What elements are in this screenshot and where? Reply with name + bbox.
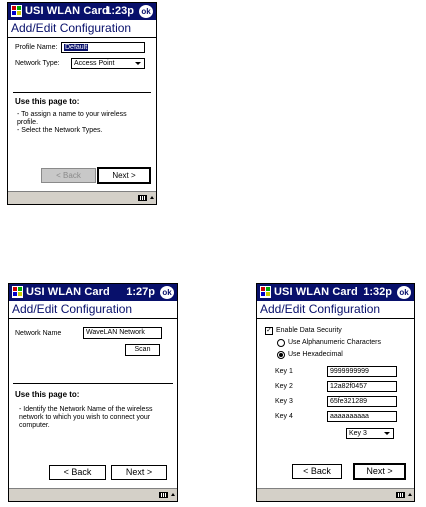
keyboard-icon[interactable]: [159, 492, 168, 498]
network-type-label: Network Type:: [15, 60, 60, 67]
key-2-value: 12a82f0457: [330, 383, 367, 390]
windows-flag-icon: [260, 286, 271, 298]
help-title: Use this page to:: [15, 97, 80, 106]
ok-button[interactable]: ok: [139, 5, 153, 18]
help-item: - Select the Network Types.: [17, 127, 103, 134]
profile-name-input[interactable]: [61, 42, 145, 53]
key-4-input[interactable]: [327, 411, 397, 422]
network-name-value: WaveLAN Network: [86, 329, 145, 336]
title-divider: [9, 318, 177, 319]
key-2-input[interactable]: [327, 381, 397, 392]
default-key-select[interactable]: [346, 428, 394, 439]
windows-flag-icon: [11, 5, 22, 17]
input-panel-arrow-icon[interactable]: [408, 493, 412, 496]
next-button[interactable]: Next >: [111, 465, 167, 480]
network-name-input[interactable]: [83, 327, 162, 339]
section-divider: [13, 92, 151, 93]
enable-security-checkbox[interactable]: ✓: [266, 327, 272, 334]
scan-button[interactable]: Scan: [125, 344, 160, 356]
chevron-down-icon: [135, 62, 141, 65]
enable-security-label: Enable Data Security: [276, 327, 342, 334]
profile-name-label: Profile Name:: [15, 44, 58, 51]
key-1-label: Key 1: [275, 368, 293, 375]
ok-button[interactable]: ok: [397, 286, 411, 299]
app-title: USI WLAN Card: [26, 286, 110, 298]
title-bar: [257, 284, 414, 301]
profile-name-value: Default: [65, 44, 88, 51]
alphanumeric-label: Use Alphanumeric Characters: [288, 339, 381, 346]
title-bar: [9, 284, 177, 301]
hexadecimal-label: Use Hexadecimal: [288, 351, 343, 358]
hexadecimal-radio[interactable]: [277, 351, 285, 359]
title-divider: [8, 37, 156, 38]
keyboard-icon[interactable]: [396, 492, 405, 498]
key-3-input[interactable]: [327, 396, 397, 407]
page-title: Add/Edit Configuration: [11, 21, 132, 35]
help-item: - To assign a name to your wireless profile.: [17, 111, 127, 126]
clock[interactable]: 1:23p: [105, 5, 134, 17]
next-button[interactable]: Next >: [353, 463, 406, 480]
back-button[interactable]: < Back: [41, 168, 96, 183]
ok-button[interactable]: ok: [160, 286, 174, 299]
alphanumeric-radio[interactable]: [277, 339, 285, 347]
help-item: - Identify the Network Name of the wireless network to which you wish to connect your computer.: [19, 406, 153, 429]
title-divider: [257, 318, 414, 319]
help-title: Use this page to:: [15, 390, 80, 399]
page-title: Add/Edit Configuration: [260, 302, 381, 316]
network-name-label: Network Name: [15, 330, 62, 337]
keyboard-icon[interactable]: [138, 195, 147, 201]
key-2-label: Key 2: [275, 383, 293, 390]
title-bar: [8, 3, 156, 20]
screen-profile: [7, 2, 157, 205]
back-button[interactable]: < Back: [292, 464, 342, 479]
next-button[interactable]: Next >: [97, 167, 151, 184]
windows-flag-icon: [12, 286, 23, 298]
menu-bar: [9, 488, 177, 501]
key-3-value: 65fe321289: [330, 398, 367, 405]
key-4-value: aaaaaaaaaa: [330, 413, 369, 420]
key-1-value: 9999999999: [330, 368, 369, 375]
back-button[interactable]: < Back: [49, 465, 106, 480]
menu-bar: [8, 191, 156, 204]
network-type-value: Access Point: [74, 60, 115, 67]
chevron-down-icon: [384, 432, 390, 435]
input-panel-arrow-icon[interactable]: [171, 493, 175, 496]
clock[interactable]: 1:27p: [126, 286, 155, 298]
key-3-label: Key 3: [275, 398, 293, 405]
page-title: Add/Edit Configuration: [12, 302, 133, 316]
app-title: USI WLAN Card: [25, 5, 109, 17]
app-title: USI WLAN Card: [274, 286, 358, 298]
input-panel-arrow-icon[interactable]: [150, 196, 154, 199]
key-4-label: Key 4: [275, 413, 293, 420]
screen-network-name: [8, 283, 178, 502]
network-type-select[interactable]: [71, 58, 145, 69]
clock[interactable]: 1:32p: [363, 286, 392, 298]
screen-data-security: [256, 283, 415, 502]
menu-bar: [257, 488, 414, 501]
default-key-value: Key 3: [349, 430, 367, 437]
section-divider: [13, 383, 173, 384]
key-1-input[interactable]: [327, 366, 397, 377]
